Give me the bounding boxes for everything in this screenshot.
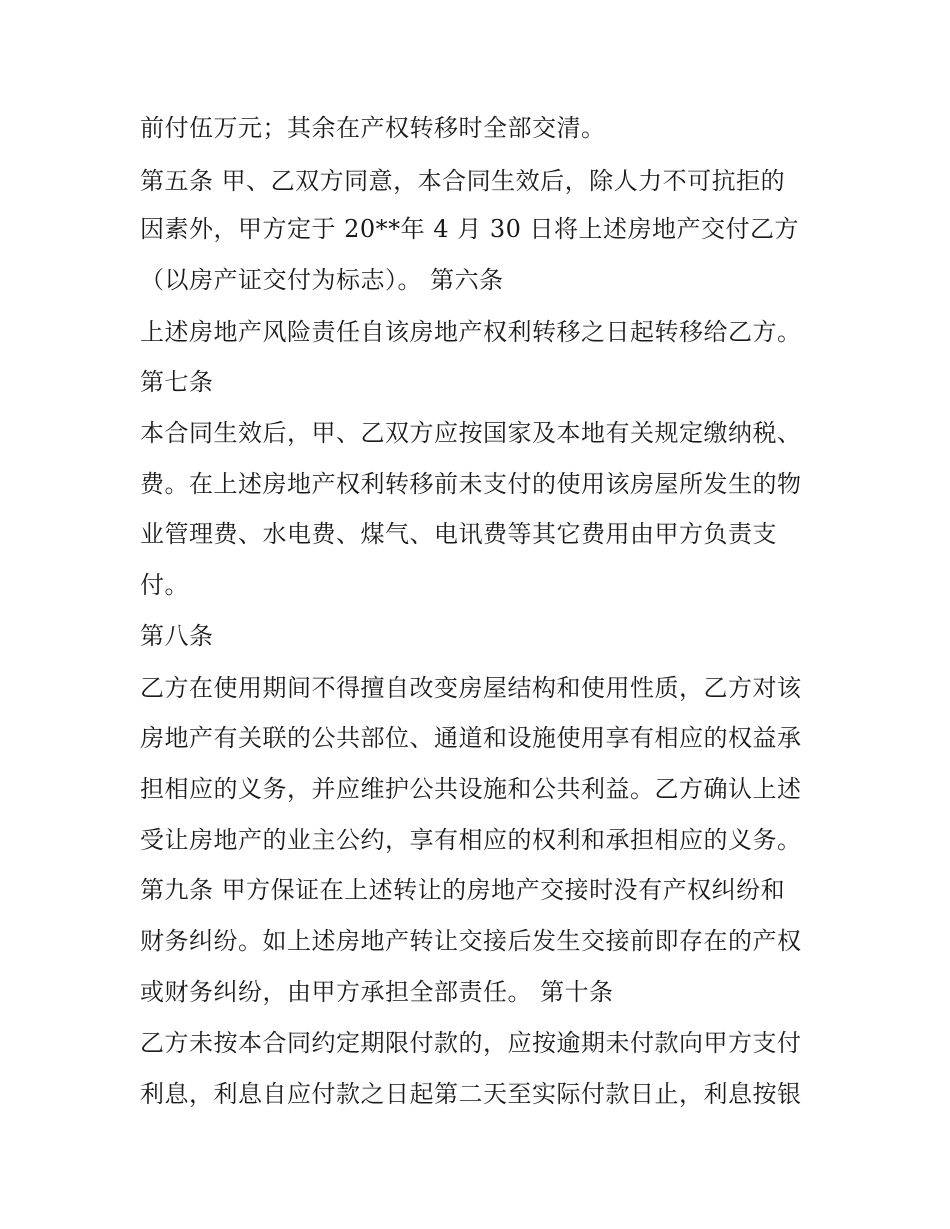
text-line: 财务纠纷。如上述房地产转让交接后发生交接前即存在的产权 — [140, 927, 802, 955]
text-line: 房地产有关联的公共部位、通道和设施使用享有相应的权益承 — [140, 724, 802, 752]
text-line: 乙方未按本合同约定期限付款的，应按逾期未付款向甲方支付 — [140, 1029, 802, 1057]
text-line: 第八条 — [140, 622, 214, 650]
text-line: （以房产证交付为标志）。 第六条 — [140, 266, 504, 294]
text-line: 付。 — [140, 571, 189, 599]
text-line: 或财务纠纷，由甲方承担全部责任。 第十条 — [140, 978, 614, 1006]
text-line: 前付伍万元；其余在产权转移时全部交清。 — [140, 114, 606, 142]
text-line: 第九条 甲方保证在上述转让的房地产交接时没有产权纠纷和 — [140, 876, 786, 904]
text-line: 本合同生效后，甲、乙双方应按国家及本地有关规定缴纳税、 — [140, 419, 802, 447]
text-line: 担相应的义务，并应维护公共设施和公共利益。乙方确认上述 — [140, 775, 802, 803]
text-line: 第五条 甲、乙双方同意，本合同生效后，除人力不可抗拒的 — [140, 167, 786, 195]
text-line: 因素外，甲方定于 20**年 4 月 30 日将上述房地产交付乙方 — [140, 215, 799, 243]
text-line: 利息，利息自应付款之日起第二天至实际付款日止，利息按银 — [140, 1080, 802, 1108]
text-line: 业管理费、水电费、煤气、电讯费等其它费用由甲方负责支 — [140, 520, 777, 548]
text-line: 受让房地产的业主公约，享有相应的权利和承担相应的义务。 — [140, 826, 802, 854]
text-line: 费。在上述房地产权利转移前未支付的使用该房屋所发生的物 — [140, 470, 802, 498]
text-line: 上述房地产风险责任自该房地产权利转移之日起转移给乙方。 — [140, 318, 802, 346]
text-line: 乙方在使用期间不得擅自改变房屋结构和使用性质，乙方对该 — [140, 674, 802, 702]
text-line: 第七条 — [140, 368, 214, 396]
